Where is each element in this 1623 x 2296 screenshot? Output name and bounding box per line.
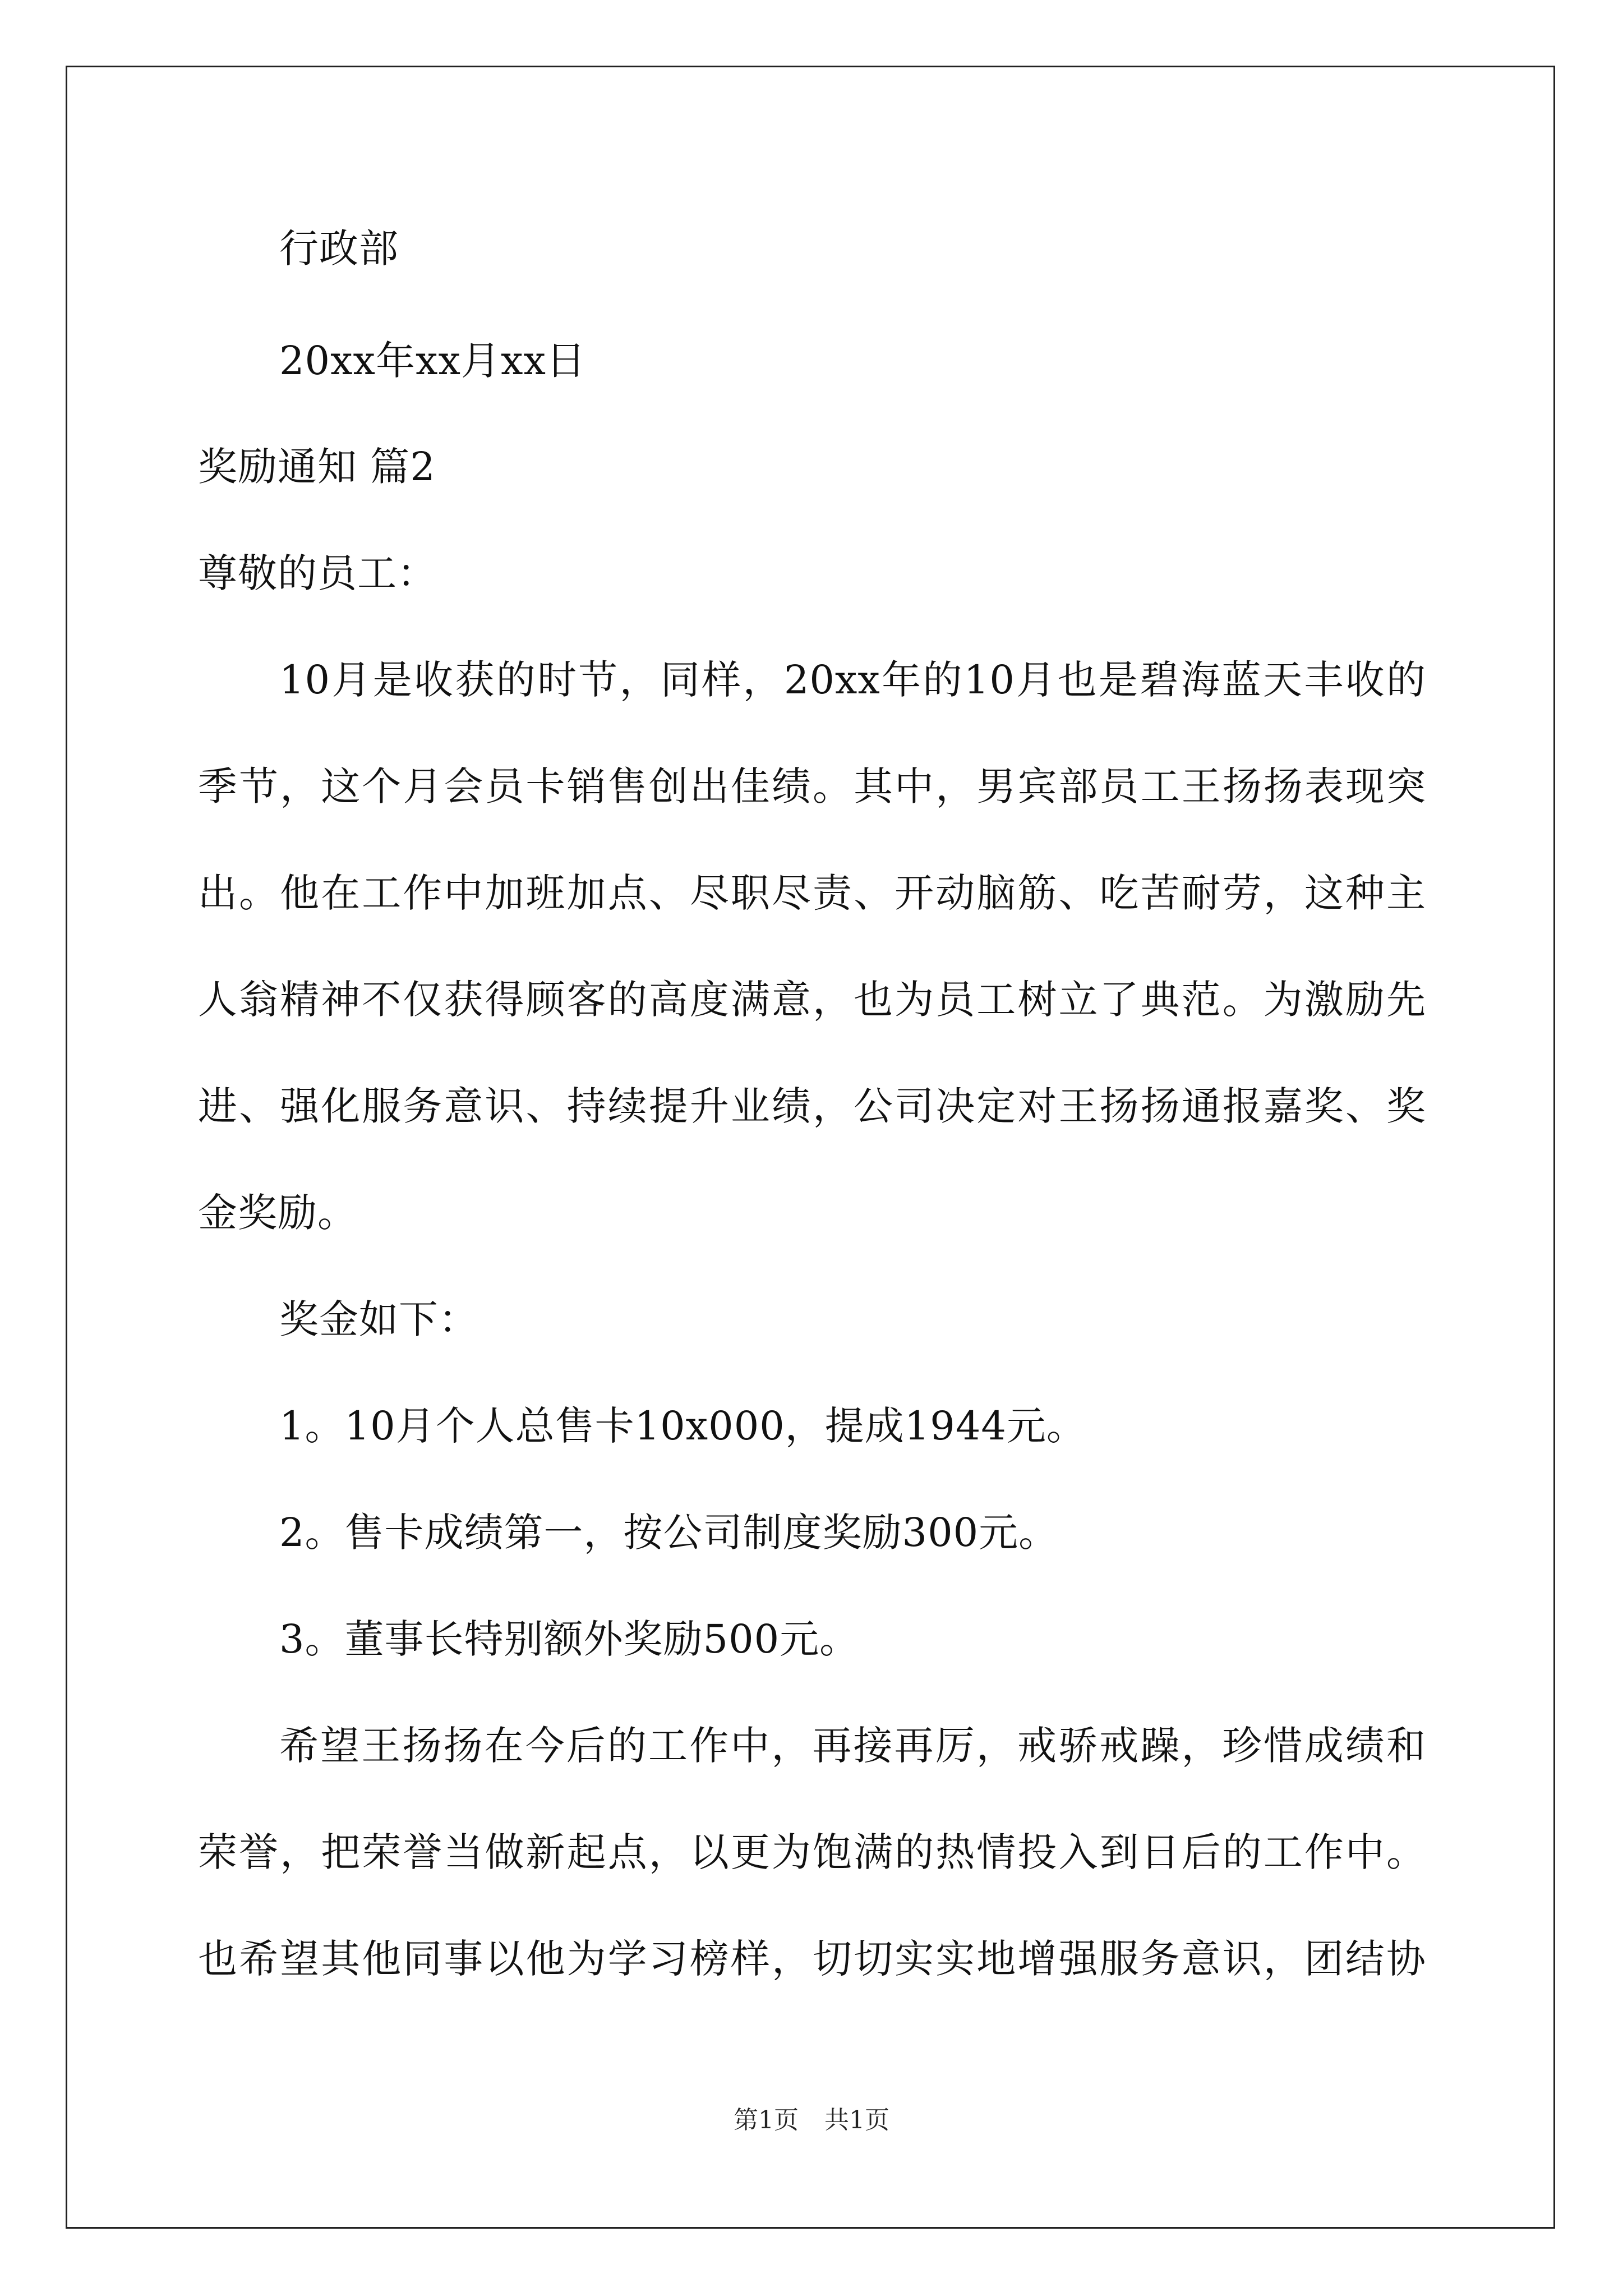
page-total: 共1页 bbox=[824, 2106, 889, 2134]
paragraph-line: 荣誉，把荣誉当做新起点，以更为饱满的热情投入到日后的工作中。 bbox=[198, 1829, 1426, 1875]
paragraph-line: 出。他在工作中加班加点、尽职尽责、开动脑筋、吃苦耐劳，这种主 bbox=[198, 870, 1426, 916]
paragraph-line: 希望王扬扬在今后的工作中，再接再厉，戒骄戒躁，珍惜成绩和 bbox=[279, 1723, 1426, 1769]
bonus-item: 3。董事长特别额外奖励500元。 bbox=[279, 1616, 860, 1662]
date-line: 20xx年xx月xx日 bbox=[279, 338, 586, 384]
paragraph-line: 10月是收获的时节，同样，20xx年的10月也是碧海蓝天丰收的 bbox=[279, 657, 1426, 703]
paragraph-line: 人翁精神不仅获得顾客的高度满意，也为员工树立了典范。为激励先 bbox=[198, 977, 1426, 1023]
department-signature: 行政部 bbox=[279, 226, 399, 272]
section-title: 奖励通知 篇2 bbox=[198, 444, 436, 490]
bonus-heading: 奖金如下： bbox=[279, 1296, 478, 1342]
paragraph-line: 季节，这个月会员卡销售创出佳绩。其中，男宾部员工王扬扬表现突 bbox=[198, 763, 1426, 809]
bonus-item: 2。售卡成绩第一，按公司制度奖励300元。 bbox=[279, 1510, 1059, 1556]
paragraph-line: 金奖励。 bbox=[198, 1190, 357, 1236]
paragraph-line: 也希望其他同事以他为学习榜样，切切实实地增强服务意识，团结协 bbox=[198, 1936, 1426, 1982]
page-footer bbox=[0, 2104, 1623, 2137]
bonus-item: 1。10月个人总售卡10x000，提成1944元。 bbox=[279, 1403, 1086, 1449]
salutation: 尊敬的员工： bbox=[198, 550, 437, 596]
page-border bbox=[66, 66, 1555, 2229]
page-number: 第1页 bbox=[734, 2106, 799, 2134]
paragraph-line: 进、强化服务意识、持续提升业绩，公司决定对王扬扬通报嘉奖、奖 bbox=[198, 1083, 1426, 1129]
